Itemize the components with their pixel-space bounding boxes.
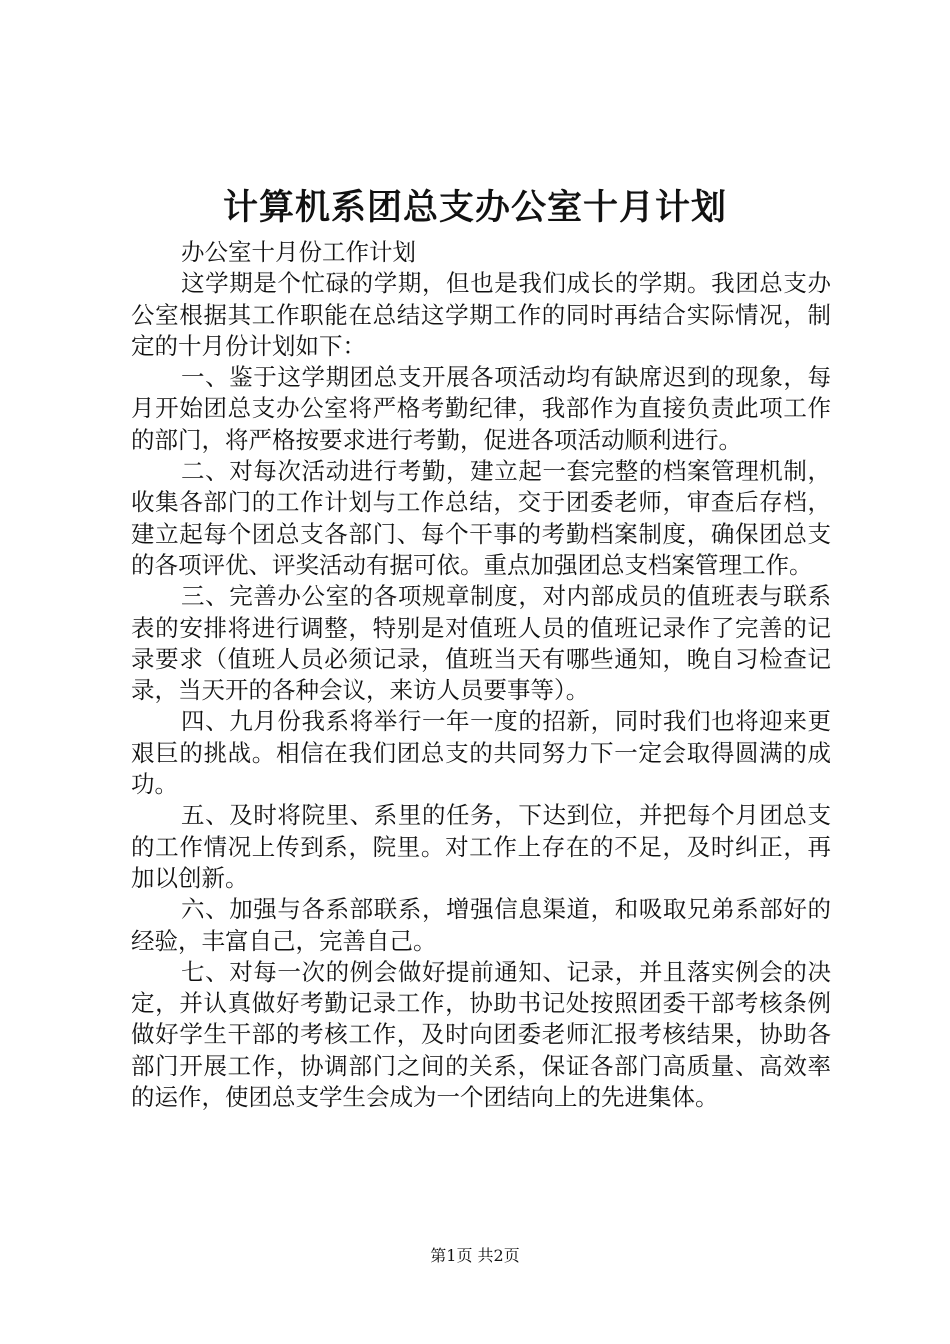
document-body xyxy=(131,237,831,1113)
paragraph-item-4: 四、九月份我系将举行一年一度的招新，同时我们也将迎来更艰巨的挑战。相信在我们团总支的共同努力下一定会取得圆满的成功。 xyxy=(131,707,831,799)
paragraph-item-3: 三、完善办公室的各项规章制度，对内部成员的值班表与联系表的安排将进行调整，特别是对值班人员的值班记录作了完善的记录要求（值班人员必须记录，值班当天有哪些通知，晚自习检查记录，当天开的各种会议，来访人员要事等）。 xyxy=(131,582,831,705)
paragraph-item-5: 五、及时将院里、系里的任务，下达到位，并把每个月团总支的工作情况上传到系，院里。对工作上存在的不足，及时纠正，再加以创新。 xyxy=(131,801,831,892)
paragraph-intro: 这学期是个忙碌的学期，但也是我们成长的学期。我团总支办公室根据其工作职能在总结这学期工作的同时再结合实际情况，制定的十月份计划如下： xyxy=(131,269,831,360)
paragraph-item-6: 六、加强与各系部联系，增强信息渠道，和吸取兄弟系部好的经验，丰富自己，完善自己。 xyxy=(131,895,831,955)
paragraph-item-7: 七、对每一次的例会做好提前通知、记录，并且落实例会的决定，并认真做好考勤记录工作，协助书记处按照团委干部考核条例做好学生干部的考核工作，及时向团委老师汇报考核结果，协助各部门开展工作，协调部门之间的关系，保证各部门高质量、高效率的运作，使团总支学生会成为一个团结向上的先进集体。 xyxy=(131,957,831,1112)
paragraph-item-1: 一、鉴于这学期团总支开展各项活动均有缺席迟到的现象，每月开始团总支办公室将严格考勤纪律，我部作为直接负责此项工作的部门，将严格按要求进行考勤，促进各项活动顺利进行。 xyxy=(131,363,831,454)
document-subtitle: 办公室十月份工作计划 xyxy=(181,238,416,266)
paragraph-item-2: 二、对每次活动进行考勤，建立起一套完整的档案管理机制，收集各部门的工作计划与工作总结，交于团委老师，审查后存档，建立起每个团总支各部门、每个干事的考勤档案制度，确保团总支的各项评优、评奖活动有据可依。重点加强团总支档案管理工作。 xyxy=(131,457,831,579)
page-footer: 第1页 共2页 xyxy=(430,1246,520,1265)
document-title: 计算机系团总支办公室十月计划 xyxy=(222,187,727,228)
